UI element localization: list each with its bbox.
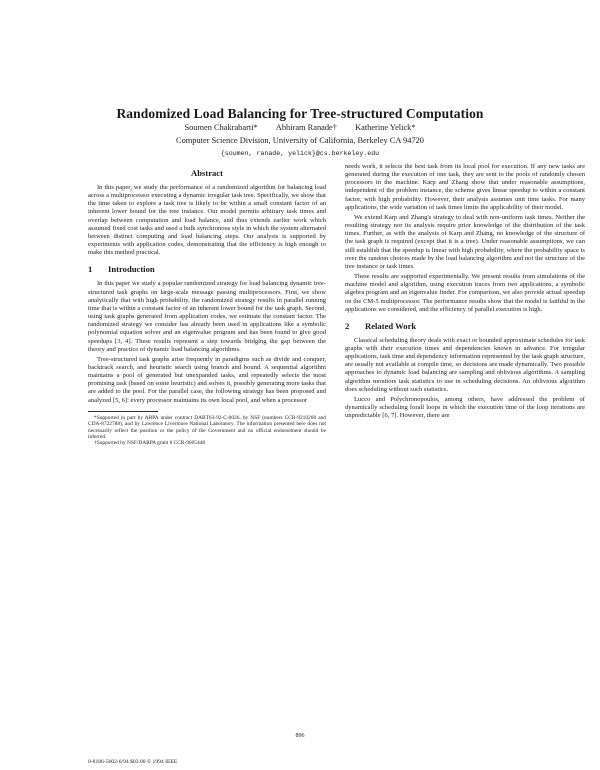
section-heading-introduction (88, 264, 326, 274)
right-column (345, 163, 585, 422)
body-paragraph: We extend Karp and Zhang's strategy to deal with non-uniform task times. Neither the resulting strategy nor its analysis require prior knowledge of the distribution of the task times. Further, as with the analysis of Karp and Zhang, no knowledge of the structure of the task graph is required (except that it is a tree). Under reasonable assumptions, we can still establish that the speedup is linear with high probability, where the probability space is over the random choices made by the load balancing algorithm and not the structure of the tree instance or task times. (345, 213, 585, 270)
page-number: 896 (295, 733, 305, 739)
footnote: †Supported by NSF/DARPA grant # CCR-9005448 (94, 440, 206, 447)
body-paragraph: In this paper we study a popular randomized strategy for load balancing dynamic tree-structured task graphs on large-scale message passing multiprocessors. First, we show analytically that with high probability, the randomized strategy results in parallel running time that is within a constant factor of an inherent lower bound for the task graph. Second, using task graphs generated from application codes, we estimate the constant factor. The randomized strategy we consider has already been used in applications like a symbolic polynomial equation solver and an eigenvalue program and has been found to give good speedups [3, 4]. These results represent a step towards bridging the gap between the theory and practice of dynamic load balancing algorithms. (88, 280, 326, 353)
body-paragraph: Classical scheduling theory deals with exact or bounded approximate schedules for task graphs with their execution times and dependencies known in advance. For irregular applications, task time and dependency information represented by the task graph structure, are usually not available at compile time, so decisions are made dynamically. Two possible approaches to dynamic load balancing are sampling and oblivious algorithms. A sampling algorithm monitors task statistics to use in scheduling decisions. An oblivious algorithm does scheduling without such statistics. (345, 336, 585, 393)
author-name: Soumen Chakrabarti* (184, 123, 258, 132)
section-heading-related-work (345, 321, 585, 331)
body-paragraph: Lucco and Polychronopoulos, among others, have addressed the problem of dynamically scheduling forall loops in which the execution time of the loop iterations are unpredictable [6, 7]. However, there are (345, 395, 585, 420)
body-paragraph: Tree-structured task graphs arise frequently in paradigms such as divide and conquer, backtrack search, and heuristic search using branch and bound. A sequential algorithm maintains a pool of generated but unexpanded tasks, and repeatedly selects the most promising task (based on some heuristic) and solves it, possibly generating more tasks that are added to the pool. For the parallel case, the following strategy has been proposed and analyzed [5, 6]: every processor maintains its own local pool, and when a processor (88, 355, 326, 404)
section-number: 1 (88, 264, 93, 275)
affiliation: Computer Science Division, University of California, Berkeley CA 94720 (176, 136, 424, 145)
footnote: *Supported in part by ARPA under contract DABT63-92-C-0026, by NSF (numbers CCR-9210260 and CDA-8722788), and by Lawrence Livermore National Laboratory. The information presented here does not necessarily reflect the position or the policy of the Government and no official endorsement should be inferred. (88, 414, 326, 440)
section-title: Related Work (365, 320, 417, 331)
footnote-rule (88, 411, 158, 412)
copyright-notice: 0-8186-5602-6/94 $03.00 © 1994 IEEE (88, 759, 178, 765)
author-list (0, 123, 600, 132)
author-name: Katherine Yelick* (355, 123, 416, 132)
left-column (88, 163, 326, 447)
section-title: Introduction (108, 264, 155, 275)
author-name: Abhiram Ranade† (275, 123, 337, 132)
author-email: {soumen, ranade, yelick}@cs.berkeley.edu (220, 150, 380, 157)
section-number: 2 (345, 320, 350, 331)
abstract-heading: Abstract (191, 168, 223, 178)
body-paragraph: These results are supported experimentally. We present results from simulations of the machine model and algorithm, using execution traces from two applications, a symbolic algebra program and an eigenvalue finder. For comparison, we also provide actual speedup on the CM-5 multiprocessor. The performance results show that the model is faithful in the applications we considered, and the efficiency of parallel execution is high. (345, 273, 585, 313)
paper-title: Randomized Load Balancing for Tree-structured Computation (116, 106, 484, 121)
abstract-text: In this paper, we study the performance of a randomized algorithm for balancing load across a multiprocessor executing a dynamic irregular task tree. Specifically, we show that the time taken to explore a task tree is likely to be within a small constant factor of an inherent lower bound for the tree instance. Our model permits arbitrary task times and overlap between computation and load balance, and thus extends earlier work which assumed fixed cost tasks and used a bulk synchronous style in which the system alternated between distinct computing and load balancing steps. Our analysis is supported by experiments with application codes, demonstrating that the efficiency is high enough to make this method practical. (88, 184, 326, 257)
body-paragraph: needs work, it selects the best task from its local pool for execution. If any new tasks are generated during the execution of one task, they are sent to the pools of randomly chosen processors in the machine. Karp and Zhang show that under reasonable assumptions, independent of the problem instance, the scheme gives linear speedup to within a constant factor, with high probability. However, their analysis assumes unit time tasks. For many applications, the wide variation of task times limits the applicability of their model. (345, 163, 585, 211)
